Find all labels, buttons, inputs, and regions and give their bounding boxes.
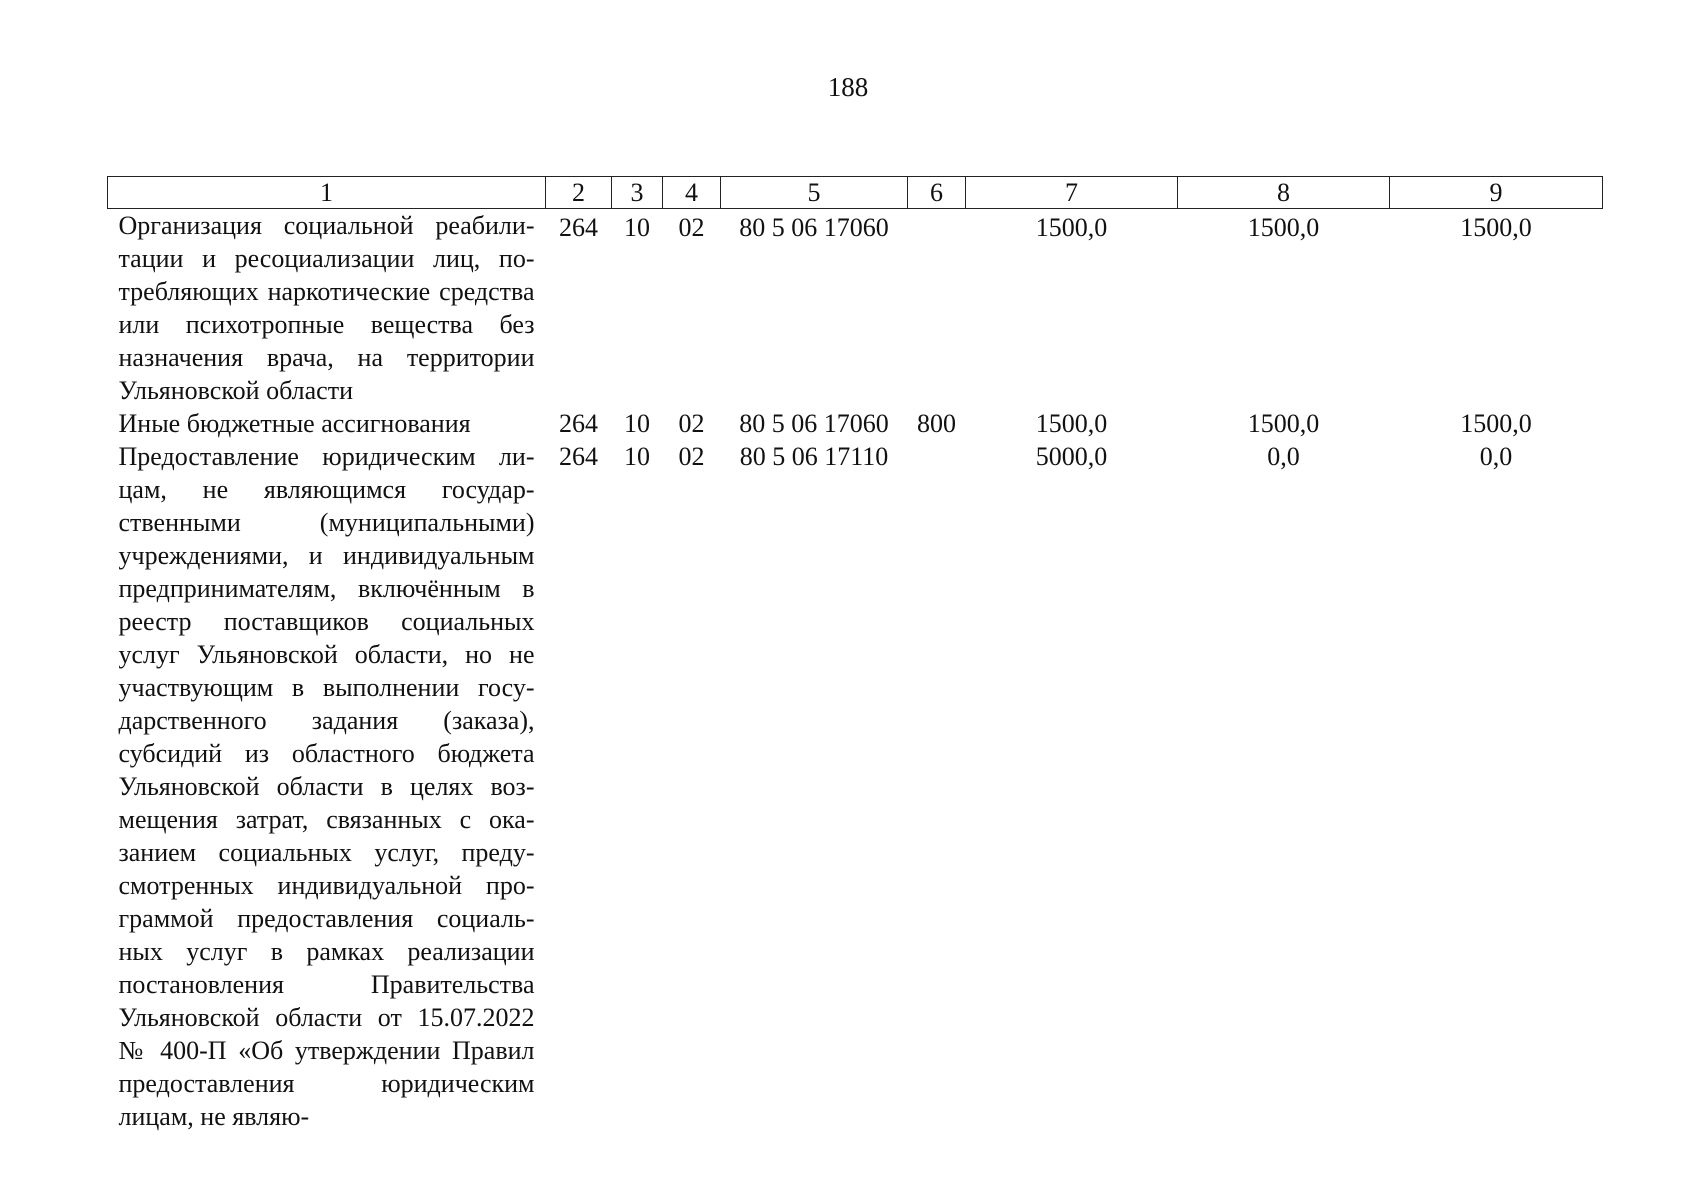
row-amount-col7: 1500,0 [1035, 213, 1108, 242]
row-amount-col9: 1500,0 [1460, 213, 1532, 242]
row-section-code: 10 [624, 409, 650, 438]
row-subsection-code: 02 [678, 409, 705, 438]
header-cell-9: 9 [1390, 177, 1603, 209]
row-amount-col9: 1500,0 [1460, 409, 1532, 438]
row-subsection-code: 02 [678, 213, 705, 242]
row-description: Иные бюджетные ассигнования [118, 409, 471, 438]
row-description: Организация социальной реабилитации и ресоциализации лиц, потребляющих наркотические средства или психотропные вещества без назначения врача, на территории Ульяновской области [118, 211, 535, 405]
table-row [108, 209, 1603, 408]
header-cell-6: 6 [908, 177, 966, 209]
row-description: Предоставление юридическим лицам, не являющимся государственными (муниципальными) учреждениями, и индивидуальным предпринимателям, включённым в реестр поставщиков социальных услуг Ульяновской области, но не участвующим в выполнении государственного задания (заказа), субсидий из областного бюджета Ульяновской области в целях возмещения затрат, связанных с оказанием социальных услуг, предусмотренных индивидуальной программой предоставления социальных услуг в рамках реализации постановления Правительства Ульяновской области от 15.07.2022 № 400-П «Об утверждении Правил предоставления юридическим лицам, не являю- [118, 442, 535, 1131]
header-cell-4: 4 [663, 177, 721, 209]
row-amount-col9: 0,0 [1479, 442, 1513, 471]
page-number: 188 [827, 72, 869, 102]
row-ministry-code: 264 [559, 213, 598, 242]
row-target-article: 80 5 06 17060 [739, 213, 889, 242]
row-subsection-code: 02 [678, 442, 705, 471]
row-amount-col8: 0,0 [1267, 442, 1300, 471]
row-target-article: 80 5 06 17060 [739, 409, 889, 438]
header-cell-2: 2 [546, 177, 612, 209]
row-amount-col7: 1500,0 [1035, 409, 1108, 438]
header-cell-3: 3 [612, 177, 663, 209]
row-target-article: 80 5 06 17110 [739, 442, 889, 471]
row-amount-col7: 5000,0 [1035, 442, 1108, 471]
budget-table [107, 176, 1603, 1133]
header-cell-8: 8 [1178, 177, 1390, 209]
row-amount-col8: 1500,0 [1247, 409, 1320, 438]
table-row [108, 407, 1603, 440]
table-row [108, 440, 1603, 1133]
header-cell-7: 7 [966, 177, 1178, 209]
row-expense-type [908, 209, 966, 408]
row-section-code: 10 [624, 213, 650, 242]
row-ministry-code: 264 [559, 409, 598, 438]
table-header-row [108, 177, 1603, 209]
row-ministry-code: 264 [559, 442, 598, 471]
row-expense-type [908, 440, 966, 1133]
header-cell-5: 5 [721, 177, 908, 209]
row-section-code: 10 [624, 442, 650, 471]
header-cell-1: 1 [108, 177, 546, 209]
row-expense-type: 800 [917, 409, 956, 438]
row-amount-col8: 1500,0 [1247, 213, 1320, 242]
